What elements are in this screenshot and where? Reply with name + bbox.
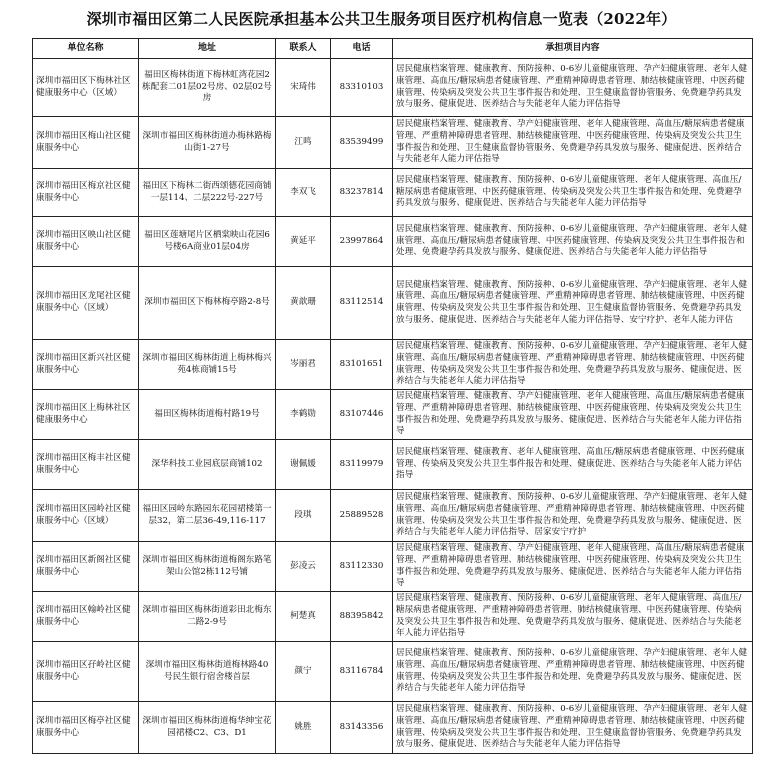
cell-address: 福田区园岭东路园东花园裙楼第一层32，第二层36-49,116-117	[139, 490, 276, 542]
cell-phone: 23997864	[331, 217, 393, 267]
cell-contact: 黄延平	[276, 217, 331, 267]
cell-contact: 李双飞	[276, 169, 331, 217]
cell-phone: 83119979	[331, 440, 393, 490]
table-row	[33, 169, 753, 217]
table-row	[33, 642, 753, 702]
table-row	[33, 542, 753, 592]
table-row	[33, 702, 753, 754]
cell-name: 深圳市福田区翰岭社区健康服务中心	[33, 592, 139, 642]
cell-contact: 颜宁	[276, 642, 331, 702]
cell-service: 居民健康档案管理、健康教育、孕产妇健康管理、老年人健康管理、高血压/糖尿病患者健康管理、严重精神障碍患者管理、肺结核健康管理、中医药健康管理、传染病及突发公共卫生事件报告和处理、免费避孕药具发放与服务、健康促进、医养结合与失能老年人能力评估指导	[393, 390, 753, 440]
cell-phone: 83143356	[331, 702, 393, 754]
cell-address: 福田区莲塘尾片区栖棠映山花园6号楼6A商业01层04房	[139, 217, 276, 267]
cell-contact: 彭凌云	[276, 542, 331, 592]
cell-contact: 岑丽君	[276, 340, 331, 390]
table-row	[33, 440, 753, 490]
cell-phone: 83237814	[331, 169, 393, 217]
table-body	[33, 59, 753, 754]
header-service: 承担项目内容	[393, 39, 753, 59]
cell-contact: 黄歆珊	[276, 267, 331, 340]
cell-service: 居民健康档案管理、健康教育、老年人健康管理、高血压/糖尿病患者健康管理、中医药健康管理、传染病及突发公共卫生事件报告和处理、健康促进、医养结合与失能老年人能力评估指导	[393, 440, 753, 490]
table-row	[33, 340, 753, 390]
cell-service: 居民健康档案管理、健康教育、预防接种、0-6岁儿童健康管理、孕产妇健康管理、老年人健康管理、高血压/糖尿病患者健康管理、严重精神障碍患者管理、肺结核健康管理、中医药健康管理、传染病及突发公共卫生事件报告和处理、免费避孕药具发放与服务、健康促进、医养结合与失能老年人能力评估指导	[393, 642, 753, 702]
cell-address: 福田区下梅林二街西颂德花园商铺一层114、二层222号-227号	[139, 169, 276, 217]
table-row	[33, 267, 753, 340]
cell-address: 福田区梅林街道下梅林虹湾花园2栋配套二01层02号房、02层02号房	[139, 59, 276, 117]
cell-service: 居民健康档案管理、健康教育、孕产妇健康管理、老年人健康管理、高血压/糖尿病患者健康管理、严重精神障碍患者管理、肺结核健康管理、中医药健康管理、传染病及突发公共卫生事件报告和处理、卫生健康监督协管服务、免费避孕药具发放与服务、健康促进、医养结合与失能老年人能力评估指导	[393, 117, 753, 169]
cell-name: 深圳市福田区园岭社区健康服务中心（区域）	[33, 490, 139, 542]
cell-service: 居民健康档案管理、健康教育、预防接种、0-6岁儿童健康管理、孕产妇健康管理、老年人健康管理、高血压/糖尿病患者健康管理、严重精神障碍患者管理、肺结核健康管理、中医药健康管理、传染病及突发公共卫生事件报告和处理、免费避孕药具发放与服务、健康促进、医养结合与失能老年人能力评估指导、居家安宁疗护	[393, 490, 753, 542]
table-row	[33, 117, 753, 169]
cell-service: 居民健康档案管理、健康教育、预防接种、0-6岁儿童健康管理、孕产妇健康管理、老年人健康管理、高血压/糖尿病患者健康管理、严重精神障碍患者管理、肺结核健康管理、中医药健康管理、传染病及突发公共卫生事件报告和处理、卫生健康监督协管服务、免费避孕药具发放与服务、健康促进、医养结合与失能老年人能力评估指导、安宁疗护、老年人能力评估	[393, 267, 753, 340]
page-title: 深圳市福田区第二人民医院承担基本公共卫生服务项目医疗机构信息一览表（2022年）	[86, 10, 677, 28]
header-address: 地址	[139, 39, 276, 59]
cell-phone: 83112514	[331, 267, 393, 340]
cell-phone: 88395842	[331, 592, 393, 642]
cell-name: 深圳市福田区上梅林社区健康服务中心	[33, 390, 139, 440]
cell-name: 深圳市福田区龙尾社区健康服务中心（区域）	[33, 267, 139, 340]
cell-name: 深圳市福田区梅亭社区健康服务中心	[33, 702, 139, 754]
cell-phone: 83112330	[331, 542, 393, 592]
cell-name: 深圳市福田区梅京社区健康服务中心	[33, 169, 139, 217]
cell-contact: 宋琦伟	[276, 59, 331, 117]
cell-contact: 柯楚真	[276, 592, 331, 642]
header-contact: 联系人	[276, 39, 331, 59]
cell-contact: 李鹤勋	[276, 390, 331, 440]
cell-name: 深圳市福田区新阁社区健康服务中心	[33, 542, 139, 592]
institution-table	[32, 38, 753, 754]
cell-address: 福田区梅林街道梅村路19号	[139, 390, 276, 440]
cell-service: 居民健康档案管理、健康教育、孕产妇健康管理、老年人健康管理、高血压/糖尿病患者健康管理、严重精神障碍患者管理、肺结核健康管理、中医药健康管理、传染病及突发公共卫生事件报告和处理、免费避孕药具发放与服务、健康促进、医养结合与失能老年人能力评估指导	[393, 542, 753, 592]
table-row	[33, 59, 753, 117]
cell-name: 深圳市福田区新兴社区健康服务中心	[33, 340, 139, 390]
cell-address: 深圳市福田区下梅林梅亭路2-8号	[139, 267, 276, 340]
cell-address: 深圳市福田区梅林街道梅华绅宝花园裙楼C2、C3、D1	[139, 702, 276, 754]
cell-phone: 83107446	[331, 390, 393, 440]
cell-service: 居民健康档案管理、健康教育、预防接种、0-6岁儿童健康管理、老年人健康管理、高血压/糖尿病患者健康管理、中医药健康管理、传染病及突发公共卫生事件报告和处理、免费避孕药具发放与服务、健康促进、医养结合与失能老年人能力评估指导	[393, 169, 753, 217]
cell-address: 深圳市福田区梅林街道梅林路40号民生银行宿舍楼首层	[139, 642, 276, 702]
cell-service: 居民健康档案管理、健康教育、预防接种、0-6岁儿童健康管理、孕产妇健康管理、老年人健康管理、高血压/糖尿病患者健康管理、严重精神障碍患者管理、肺结核健康管理、中医药健康管理、传染病及突发公共卫生事件报告和处理、免费避孕药具发放与服务、健康促进、医养结合与失能老年人能力评估指导	[393, 340, 753, 390]
cell-phone: 83539499	[331, 117, 393, 169]
cell-phone: 83101651	[331, 340, 393, 390]
cell-name: 深圳市福田区梅丰社区健康服务中心	[33, 440, 139, 490]
cell-address: 深圳市福田区梅林街道上梅林梅兴苑4栋商铺15号	[139, 340, 276, 390]
cell-address: 深圳市福田区梅林街道梅阁东路笔架山公馆2栋112号铺	[139, 542, 276, 592]
cell-service: 居民健康档案管理、健康教育、预防接种、0-6岁儿童健康管理、孕产妇健康管理、老年人健康管理、高血压/糖尿病患者健康管理、严重精神障碍患者管理、肺结核健康管理、中医药健康管理、传染病及突发公共卫生事件报告和处理、卫生健康监督协管服务、免费避孕药具发放与服务、健康促进、医养结合与失能老年人能力评估指导	[393, 59, 753, 117]
cell-phone: 83116784	[331, 642, 393, 702]
cell-contact: 段琪	[276, 490, 331, 542]
cell-name: 深圳市福田区下梅林社区健康服务中心（区域）	[33, 59, 139, 117]
cell-service: 居民健康档案管理、健康教育、预防接种、0-6岁儿童健康管理、孕产妇健康管理、老年人健康管理、高血压/糖尿病患者健康管理、严重精神障碍患者管理、肺结核健康管理、中医药健康管理、传染病及突发公共卫生事件报告和处理、卫生健康监督协管服务、免费避孕药具发放与服务、健康促进、医养结合与失能老年人能力评估指导	[393, 702, 753, 754]
header-name: 单位名称	[33, 39, 139, 59]
header-phone: 电话	[331, 39, 393, 59]
table-header-row	[33, 39, 753, 59]
cell-name: 深圳市福田区梅山社区健康服务中心	[33, 117, 139, 169]
cell-service: 居民健康档案管理、健康教育、预防接种、0-6岁儿童健康管理、孕产妇健康管理、老年人健康管理、高血压/糖尿病患者健康管理、中医药健康管理、传染病及突发公共卫生事件报告和处理、免费避孕药具发放与服务、健康促进、医养结合与失能老年人能力评估指导	[393, 217, 753, 267]
cell-address: 深圳市福田区梅林街道办梅林路梅山街1-27号	[139, 117, 276, 169]
cell-contact: 江鸣	[276, 117, 331, 169]
table-row	[33, 490, 753, 542]
cell-address: 深华科技工业园底层商铺102	[139, 440, 276, 490]
table-row	[33, 592, 753, 642]
table-row	[33, 217, 753, 267]
cell-contact: 姚胜	[276, 702, 331, 754]
cell-phone: 83310103	[331, 59, 393, 117]
cell-phone: 25889528	[331, 490, 393, 542]
table-row	[33, 390, 753, 440]
cell-service: 居民健康档案管理、健康教育、预防接种、0-6岁儿童健康管理、老年人健康管理、高血压/糖尿病患者健康管理、严重精神障碍患者管理、肺结核健康管理、中医药健康管理、传染病及突发公共卫生事件报告和处理、免费避孕药具发放与服务、健康促进、医养结合与失能老年人能力评估指导	[393, 592, 753, 642]
cell-name: 深圳市福田区映山社区健康服务中心	[33, 217, 139, 267]
cell-contact: 谢佩媛	[276, 440, 331, 490]
cell-address: 深圳市福田区梅林街道彩田北梅东二路2-9号	[139, 592, 276, 642]
cell-name: 深圳市福田区孖岭社区健康服务中心	[33, 642, 139, 702]
